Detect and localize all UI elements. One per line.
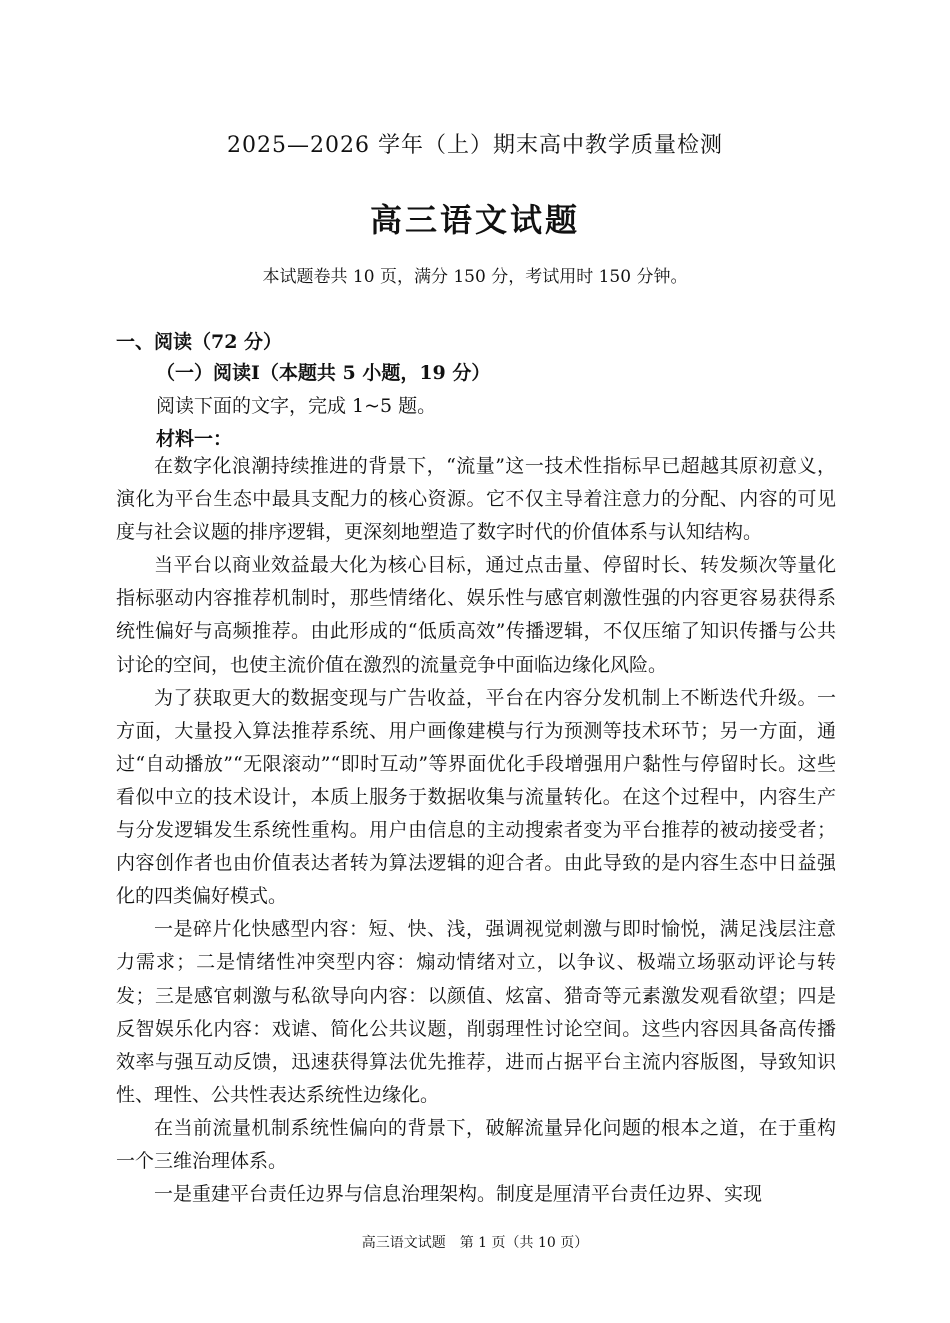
reading-instruction: 阅读下面的文字，完成 1~5 题。 xyxy=(156,395,437,417)
paragraph: 为了获取更大的数据变现与广告收益，平台在内容分发机制上不断迭代升级。一方面，大量投入算法推荐系统、用户画像建模与行为预测等技术环节；另一方面，通过“自动播放”“无限滚动”“即时互动”等界面优化手段增强用户黏性与停留时长。这些看似中立的技术设计，本质上服务于数据收集与流量转化。在这个过程中，内容生产与分发逻辑发生系统性重构。用户由信息的主动搜索者变为平台推荐的被动接受者；内容创作者也由价值表达者转为算法逻辑的迎合者。由此导致的是内容生态中日益强化的四类偏好模式。 xyxy=(116,686,836,908)
paragraph: 在数字化浪潮持续推进的背景下，“流量”这一技术性指标早已超越其原初意义，演化为平台生态中最具支配力的核心资源。它不仅主导着注意力的分配、内容的可见度与社会议题的排序逻辑，更深刻地塑造了数字时代的价值体系与认知结构。 xyxy=(116,455,836,544)
exam-header-line: 2025—2026 学年（上）期末高中教学质量检测 xyxy=(227,133,723,158)
exam-title: 高三语文试题 xyxy=(369,201,580,239)
sub-section-heading: （一）阅读Ⅰ（本题共 5 小题，19 分） xyxy=(156,362,491,384)
exam-subtitle: 本试题卷共 10 页，满分 150 分，考试用时 150 分钟。 xyxy=(262,267,688,287)
reading-passage xyxy=(116,450,836,1211)
paragraph: 当平台以商业效益最大化为核心目标，通过点击量、停留时长、转发频次等量化指标驱动内容推荐机制时，那些情绪化、娱乐性与感官刺激性强的内容更容易获得系统性偏好与高频推荐。由此形成的“低质高效”传播逻辑，不仅压缩了知识传播与公共讨论的空间，也使主流价值在激烈的流量竞争中面临边缘化风险。 xyxy=(116,554,836,676)
section-heading: 一、阅读（72 分） xyxy=(116,331,283,353)
paragraph: 在当前流量机制系统性偏向的背景下，破解流量异化问题的根本之道，在于重构一个三维治理体系。 xyxy=(116,1116,836,1172)
material-label: 材料一： xyxy=(156,428,233,450)
paragraph: 一是碎片化快感型内容：短、快、浅，强调视觉刺激与即时愉悦，满足浅层注意力需求；二是情绪性冲突型内容：煽动情绪对立，以争议、极端立场驱动评论与转发；三是感官刺激与私欲导向内容：以颜值、炫富、猎奇等元素激发观看欲望；四是反智娱乐化内容：戏谑、简化公共议题，削弱理性讨论空间。这些内容因具备高传播效率与强互动反馈，迅速获得算法优先推荐，进而占据平台主流内容版图，导致知识性、理性、公共性表达系统性边缘化。 xyxy=(116,918,836,1106)
paragraph: 一是重建平台责任边界与信息治理架构。制度是厘清平台责任边界、实现 xyxy=(154,1183,763,1206)
page-footer: 高三语文试题 第 1 页（共 10 页） xyxy=(361,1235,589,1251)
